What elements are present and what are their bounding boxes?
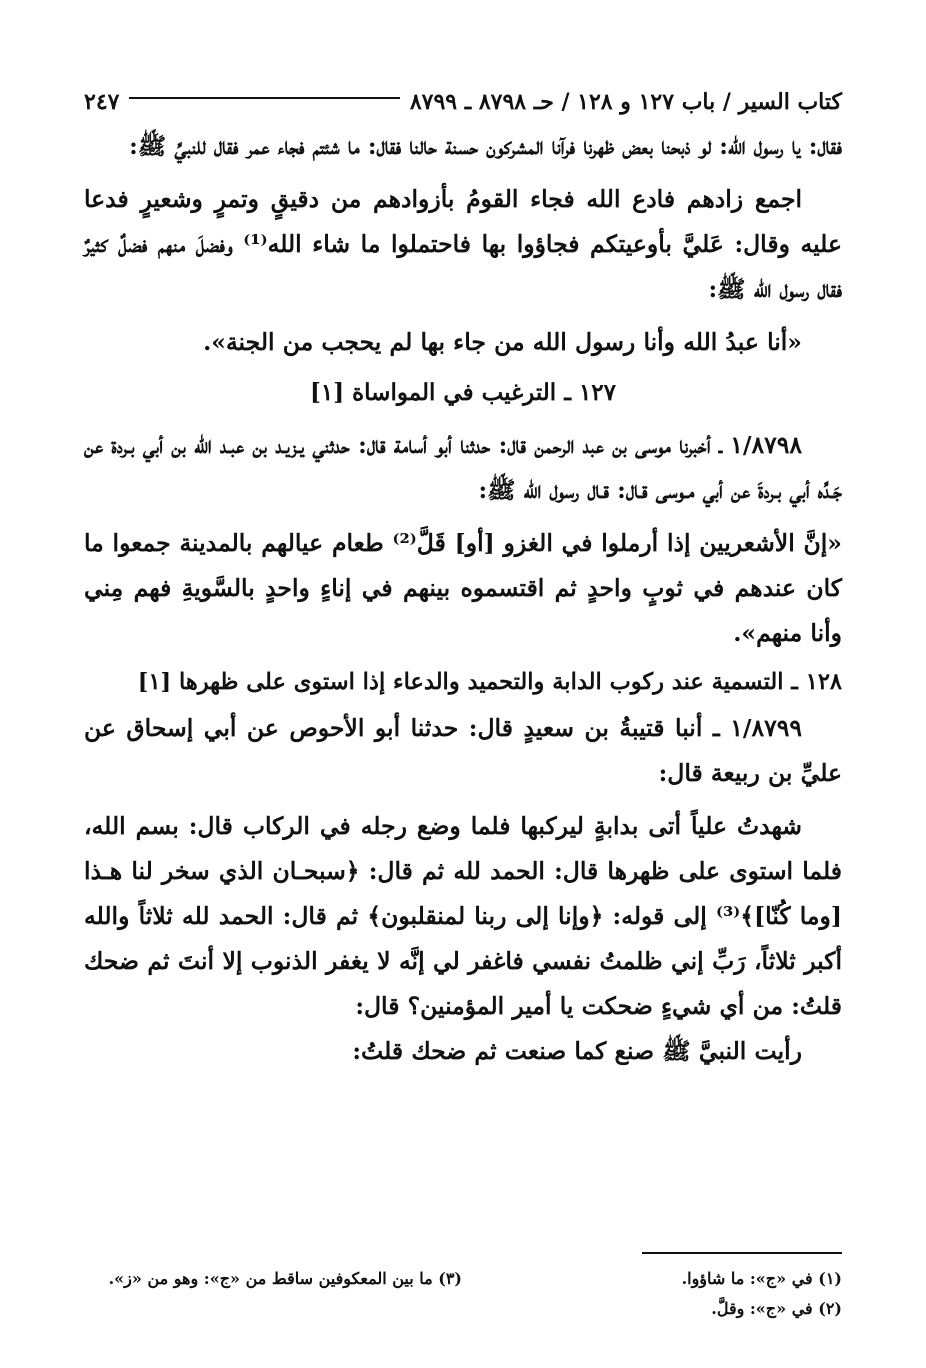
page-number: ٢٤٧ — [84, 89, 120, 115]
footnote-3: (٣) ما بين المعكوفين ساقط من «ج»: وهو من «ز». — [108, 1269, 462, 1288]
hadith-8799-isnad: ١/٨٧٩٩ ـ أنبا قتيبةُ بن سعيدٍ قال: حدثنا أبو الأحوص عن أبي إسحاق عن عليِّ بن ربيعة قال: — [84, 714, 842, 787]
header-rule — [129, 97, 399, 99]
chapter-heading-128: ١٢٨ ـ التسمية عند ركوب الدابة والتحميد والدعاء إذا استوى على ظهرها [١] — [137, 669, 842, 695]
hadith-quote-1: «أنا عبدُ الله وأنا رسول الله من جاء بها لم يحجب من الجنة». — [203, 328, 802, 356]
hadith-8799-ending: رأيت النبيَّ ﷺ صنع كما صنعت ثم ضحك قلتُ: — [352, 1037, 802, 1065]
paragraph-1: فقال: يا رسول الله: لو ذبحنا بعض ظهرنا فرآنا المشركون حسنة حالنا فقال: ما شئتم فجاء عمر فقال للنبيِّ ﷺ: — [129, 132, 842, 160]
footnote-2: (٢) في «ج»: وقلَّ. — [711, 1299, 842, 1318]
footnote-1: (١) في «ج»: ما شاؤوا. — [681, 1269, 842, 1288]
book-page — [84, 80, 842, 1074]
hadith-8799-matn: شهدتُ علياً أتى بدابةٍ ليركبها فلما وضع رجله في الركاب قال: بسم الله، فلما استوى على ظهرها قال: الحمد لله ثم قال: ﴿سبحـان الذي سخر لنا هـذا [وما كُنّا]﴾⁽³⁾ إلى قوله: ﴿وإنا إلى ربنا لمنقلبون﴾ ثم قال: الحمد لله ثلاثاً والله أكبر ثلاثاً، رَبِّ إني ظلمتُ نفسي فاغفر لي إنَّه لا يغفر الذنوب إلا أنتَ ثم ضحك قلتُ: من أي شيءٍ ضحكت يا أمير المؤمنين؟ قال: — [84, 812, 842, 1020]
footnotes — [84, 1264, 842, 1324]
footnote-rule — [642, 1252, 842, 1254]
paragraph-2: اجمع زادهم فادع الله فجاء القومُ بأزوادهم من دقيقٍ وتمرٍ وشعيرٍ فدعا عليه وقال: عَليَّ بأوعيتكم فجاؤوا بها فاحتملوا ما شاء الله⁽¹⁾ وفضلَ منهم فضلٌ كثيرٌ فقال رسول الله ﷺ: — [84, 185, 842, 303]
running-header — [84, 80, 842, 124]
hadith-8798-matn: «إنَّ الأشعريين إذا أرملوا في الغزو [أو] قَلَّ⁽²⁾ طعام عيالهم بالمدينة جمعوا ما كان عندهم في ثوبٍ واحدٍ ثم اقتسموه بينهم في إناءٍ واحدٍ بالسَّويةِ فهم مِني وأنا منهم». — [84, 529, 842, 647]
hadith-8798-isnad: ١/٨٧٩٨ ـ أخبرنا موسى بن عبد الرحمن قال: حدثنا أبو أسامة قال: حدثني يـزيـد بن عبـد الله بن أبي بـردة عن جَـدِّه أبي بـردةَ عن أبي مـوسى قـال: قـال رسول الله ﷺ: — [84, 431, 842, 504]
chapter-heading-127: ١٢٧ ـ الترغيب في المواساة [١] — [309, 379, 616, 406]
running-title: كتاب السير / باب ١٢٧ و ١٢٨ / حـ ٨٧٩٨ ـ ٨٧٩٩ — [409, 89, 842, 115]
